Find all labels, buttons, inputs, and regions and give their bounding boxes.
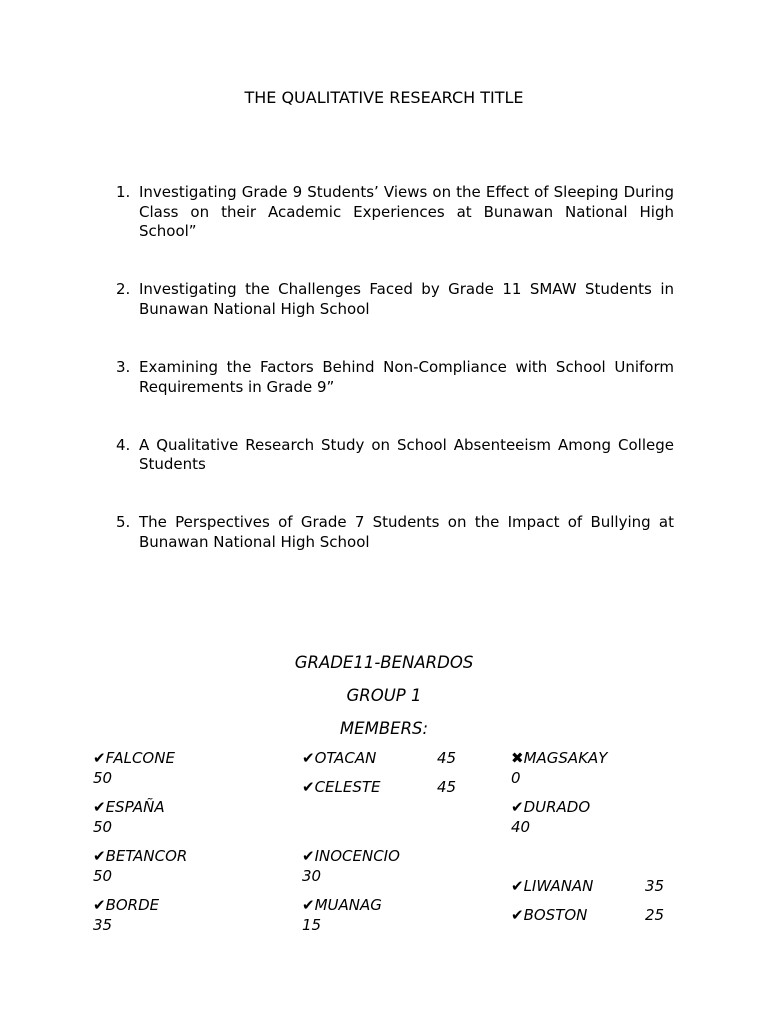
list-number: 3. (116, 357, 131, 376)
list-item (116, 357, 674, 397)
member-score: 50 (93, 866, 113, 885)
member-name: CELESTE (314, 778, 381, 796)
check-mark-icon: ✔ (511, 906, 524, 924)
group-heading: GROUP 1 (346, 686, 422, 705)
cross-mark-icon: ✖ (511, 749, 524, 767)
section-heading: GRADE11-BENARDOS (294, 653, 474, 672)
member-score: 40 (511, 817, 531, 836)
member-name: ESPAÑA (105, 798, 165, 816)
member-score: 50 (93, 817, 113, 836)
member-score: 45 (437, 778, 457, 796)
check-mark-icon: ✔ (93, 896, 106, 914)
list-number: 1. (116, 183, 131, 201)
research-title-text: A Qualitative Research Study on School Absenteeism Among College Students (139, 435, 674, 474)
list-number: 2. (116, 280, 131, 299)
check-mark-icon: ✔ (93, 798, 106, 816)
member-entry (302, 749, 462, 769)
member-entry (511, 877, 671, 897)
member-score: 50 (93, 768, 113, 787)
member-name: OTACAN (314, 749, 377, 767)
list-item (116, 280, 674, 319)
check-mark-icon: ✔ (302, 749, 315, 767)
check-mark-icon: ✔ (302, 896, 315, 914)
list-item (116, 183, 674, 242)
research-titles-list (116, 183, 674, 591)
member-name: FALCONE (105, 749, 175, 767)
member-name: MAGSAKAY (523, 749, 608, 767)
list-number: 4. (116, 435, 131, 454)
research-title-text: The Perspectives of Grade 7 Students on the Impact of Bullying at Bunawan National High School (139, 513, 674, 551)
research-title-text: Examining the Factors Behind Non-Compliance with School Uniform Requirements in Grade 9” (139, 357, 674, 396)
list-item (116, 435, 674, 475)
member-entry (302, 847, 400, 886)
member-entry (93, 798, 165, 837)
member-score: 25 (645, 906, 665, 924)
member-entry (511, 906, 671, 926)
member-name: MUANAG (314, 896, 382, 914)
member-name: INOCENCIO (314, 847, 400, 865)
check-mark-icon: ✔ (511, 877, 524, 895)
members-heading: MEMBERS: (339, 719, 429, 738)
check-mark-icon: ✔ (302, 778, 315, 796)
research-title-text: Investigating the Challenges Faced by Grade 11 SMAW Students in Bunawan National High School (139, 280, 674, 318)
check-mark-icon: ✔ (302, 847, 315, 865)
member-entry (93, 749, 175, 788)
member-score: 45 (437, 749, 457, 767)
page-title: THE QUALITATIVE RESEARCH TITLE (244, 88, 524, 107)
member-name: LIWANAN (523, 877, 594, 895)
member-score: 15 (302, 915, 322, 934)
check-mark-icon: ✔ (511, 798, 524, 816)
member-name: BOSTON (523, 906, 588, 924)
member-name: BORDE (105, 896, 160, 914)
member-name: BETANCOR (105, 847, 188, 865)
member-entry (93, 896, 159, 935)
member-score: 35 (93, 915, 113, 934)
research-title-text: Investigating Grade 9 Students’ Views on the Effect of Sleeping During Class on their Academic Experiences at Bunawan National High School” (139, 183, 674, 241)
member-entry (511, 798, 590, 837)
list-number: 5. (116, 513, 131, 532)
member-score: 35 (645, 877, 665, 895)
check-mark-icon: ✔ (93, 847, 106, 865)
check-mark-icon: ✔ (93, 749, 106, 767)
list-item (116, 513, 674, 552)
member-score: 30 (302, 866, 322, 885)
member-entry (511, 749, 607, 788)
member-entry (302, 778, 462, 798)
member-entry (302, 896, 382, 935)
member-score: 0 (511, 768, 521, 787)
member-name: DURADO (523, 798, 591, 816)
member-entry (93, 847, 187, 886)
